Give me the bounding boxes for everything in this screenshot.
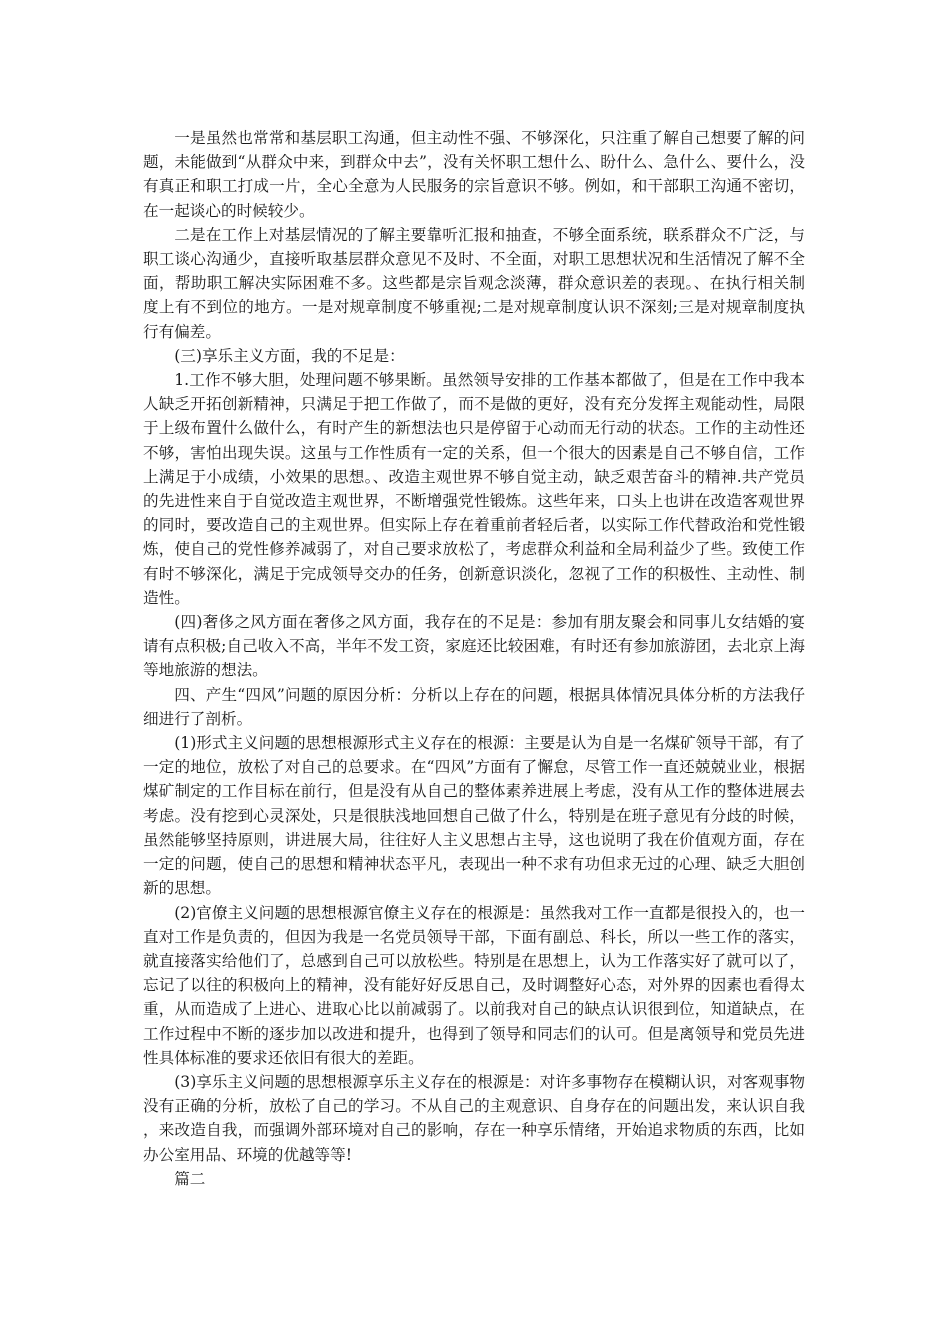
paragraph-10: 篇二 xyxy=(174,1169,206,1188)
paragraph-2: 二是在工作上对基层情况的了解主要靠听汇报和抽查，不够全面系统，联系群众不广泛，与职工谈心沟通少，直接听取基层群众意见不及时、不全面，对职工思想状况和生活情况了解不全面，帮助职工解决实际困难不多。这些都是宗旨观念淡薄，群众意识差的表现。、在执行相关制度上有不到位的地方。一是对规章制度不够重视;二是对规章制度认识不深刻;三是对规章制度执行有偏差。 xyxy=(143,225,805,341)
document-body xyxy=(143,126,805,1191)
paragraph-3: (三)享乐主义方面，我的不足是： xyxy=(174,346,405,365)
paragraph-9: (3)享乐主义问题的思想根源享乐主义存在的根源是：对许多事物存在模糊认识，对客观事物没有正确的分析，放松了自己的学习。不从自己的主观意识、自身存在的问题出发，来认识自我，来改造自我，而强调外部环境对自己的影响，存在一种享乐情绪，开始追求物质的东西，比如办公室用品、环境的优越等等! xyxy=(143,1072,805,1164)
paragraph-4: 1.工作不够大胆，处理问题不够果断。虽然领导安排的工作基本都做了，但是在工作中我本人缺乏开拓创新精神，只满足于把工作做了，而不是做的更好，没有充分发挥主观能动性，局限于上级布置什么做什么，有时产生的新想法也只是停留于心动而无行动的状态。工作的主动性还不够，害怕出现失误。这虽与工作性质有一定的关系，但一个很大的因素是自己不够自信，工作上满足于小成绩，小效果的思想。、改造主观世界不够自觉主动，缺乏艰苦奋斗的精神.共产党员的先进性来自于自觉改造主观世界，不断增强党性锻炼。这些年来，口头上也讲在改造客观世界的同时，要改造自己的主观世界。但实际上存在着重前者轻后者，以实际工作代替政治和党性锻炼，使自己的党性修养减弱了，对自己要求放松了，考虑群众利益和全局利益少了些。致使工作有时不够深化，满足于完成领导交办的任务，创新意识淡化，忽视了工作的积极性、主动性、制造性。 xyxy=(143,371,805,607)
paragraph-8: (2)官僚主义问题的思想根源官僚主义存在的根源是：虽然我对工作一直都是很投入的，也一直对工作是负责的，但因为我是一名党员领导干部，下面有副总、科长，所以一些工作的落实，就直接落实给他们了，总感到自己可以放松些。特别是在思想上，认为工作落实好了就可以了，忘记了以往的积极向上的精神，没有能好好反思自己，及时调整好心态，对外界的因素也看得太重，从而造成了上进心、进取心比以前减弱了。以前我对自己的缺点认识很到位，知道缺点，在工作过程中不断的逐步加以改进和提升，也得到了领导和同志们的认可。但是离领导和党员先进性具体标准的要求还依旧有很大的差距。 xyxy=(143,903,805,1067)
paragraph-6: 四、产生“四风”问题的原因分析：分析以上存在的问题，根据具体情况具体分析的方法我仔细进行了剖析。 xyxy=(143,685,805,728)
paragraph-5: (四)奢侈之风方面在奢侈之风方面，我存在的不足是：参加有朋友聚会和同事儿女结婚的宴请有点积极;自己收入不高，半年不发工资，家庭还比较困难，有时还有参加旅游团，去北京上海等地旅游的想法。 xyxy=(143,613,805,680)
paragraph-7: (1)形式主义问题的思想根源形式主义存在的根源：主要是认为自是一名煤矿领导干部，有了一定的地位，放松了对自己的总要求。在“四风”方面有了懈怠，尽管工作一直还兢兢业业，根据煤矿制定的工作目标在前行，但是没有从自己的整体素养进展上考虑，没有从工作的整体进展去考虑。没有挖到心灵深处，只是很肤浅地回想自己做了什么，特别是在班子意见有分歧的时候，虽然能够坚持原则，讲进展大局，往往好人主义思想占主导，这也说明了我在价值观方面，存在一定的问题，使自己的思想和精神状态平凡，表现出一种不求有功但求无过的心理、缺乏大胆创新的思想。 xyxy=(143,734,805,898)
paragraph-1: 一是虽然也常常和基层职工沟通，但主动性不强、不够深化，只注重了解自己想要了解的问题，未能做到“从群众中来，到群众中去”，没有关怀职工想什么、盼什么、急什么、要什么，没有真正和职工打成一片，全心全意为人民服务的宗旨意识不够。例如，和干部职工沟通不密切，在一起谈心的时候较少。 xyxy=(143,129,805,220)
